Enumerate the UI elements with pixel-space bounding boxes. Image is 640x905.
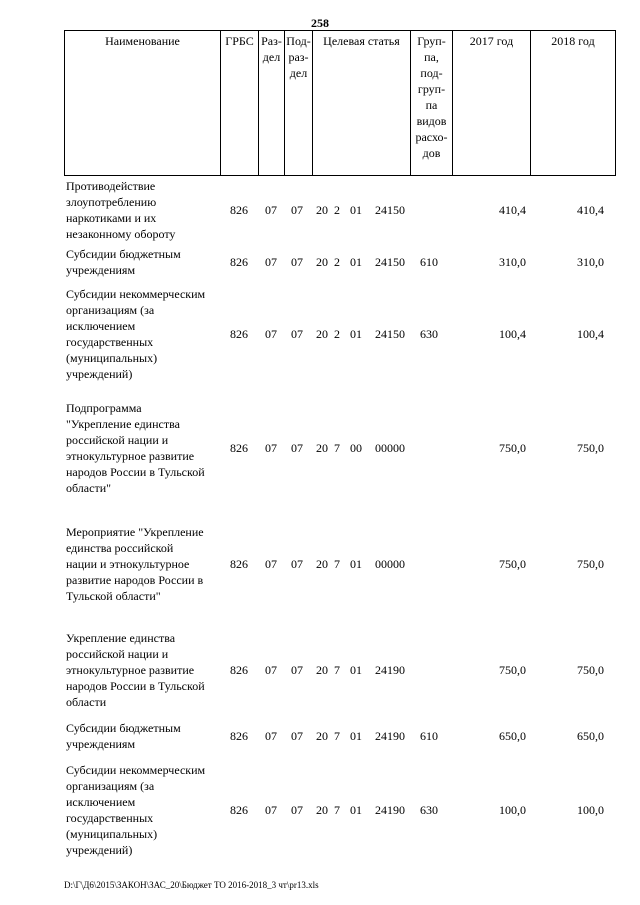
row-amount-2018: 100,0 [577,803,604,817]
row-target-event: 01 [350,327,362,341]
row-target-event: 01 [350,255,362,269]
row-razdel: 07 [265,663,277,677]
row-expense-group: 610 [420,255,438,269]
row-grbs: 826 [230,203,248,217]
row-podrazdel: 07 [291,663,303,677]
row-target-subprogram: 2 [334,203,340,217]
row-name: Подпрограмма "Укрепление единства российской нации и этнокультурное развитие народов России в Тульской области" [66,401,205,495]
row-grbs: 826 [230,441,248,455]
table-row [64,630,616,710]
row-razdel: 07 [265,441,277,455]
row-grbs: 826 [230,327,248,341]
row-amount-2018: 310,0 [577,255,604,269]
row-podrazdel: 07 [291,557,303,571]
row-podrazdel: 07 [291,327,303,341]
row-target-event: 01 [350,663,362,677]
row-amount-2018: 100,4 [577,327,604,341]
row-razdel: 07 [265,203,277,217]
table-row [64,400,616,496]
row-target-code: 24190 [375,729,405,743]
row-target-code: 24150 [375,255,405,269]
row-amount-2017: 410,4 [499,203,526,217]
table-row [64,524,616,604]
row-target-program: 20 [316,803,328,817]
row-expense-group: 630 [420,327,438,341]
row-name: Субсидии некоммерческим организациям (за исключением государственных (муниципальных) учреждений) [66,763,206,857]
row-name: Противодействие злоупотреблению наркотиками и их незаконному обороту [66,179,176,241]
row-razdel: 07 [265,557,277,571]
row-target-code: 00000 [375,441,405,455]
row-target-subprogram: 7 [334,557,340,571]
row-grbs: 826 [230,729,248,743]
table-row [64,286,616,382]
row-amount-2018: 750,0 [577,663,604,677]
row-target-program: 20 [316,729,328,743]
header-target-article: Целевая статья [313,31,411,175]
row-target-event: 01 [350,803,362,817]
row-podrazdel: 07 [291,803,303,817]
row-target-program: 20 [316,557,328,571]
row-target-subprogram: 7 [334,441,340,455]
row-grbs: 826 [230,803,248,817]
row-amount-2017: 310,0 [499,255,526,269]
row-expense-group: 630 [420,803,438,817]
header-grbs: ГРБС [221,31,259,175]
row-target-subprogram: 7 [334,663,340,677]
row-amount-2017: 750,0 [499,557,526,571]
row-name: Укрепление единства российской нации и этнокультурное развитие народов России в Тульской области [66,631,205,709]
row-name: Субсидии бюджетным учреждениям [66,721,181,751]
row-amount-2018: 650,0 [577,729,604,743]
row-target-code: 00000 [375,557,405,571]
header-year-2018: 2018 год [551,34,595,48]
row-grbs: 826 [230,663,248,677]
row-amount-2017: 100,4 [499,327,526,341]
row-target-subprogram: 2 [334,327,340,341]
table-header [64,30,616,176]
table-row [64,762,616,858]
row-razdel: 07 [265,327,277,341]
row-podrazdel: 07 [291,203,303,217]
row-target-event: 01 [350,203,362,217]
row-amount-2018: 410,4 [577,203,604,217]
row-target-program: 20 [316,203,328,217]
row-name: Субсидии бюджетным учреждениям [66,247,181,277]
row-amount-2017: 750,0 [499,441,526,455]
row-target-event: 01 [350,729,362,743]
row-target-subprogram: 2 [334,255,340,269]
page-number: 258 [311,16,329,30]
row-target-code: 24190 [375,663,405,677]
row-podrazdel: 07 [291,255,303,269]
row-amount-2017: 650,0 [499,729,526,743]
row-razdel: 07 [265,803,277,817]
row-amount-2018: 750,0 [577,441,604,455]
row-target-subprogram: 7 [334,803,340,817]
table-row [64,178,616,242]
row-target-program: 20 [316,441,328,455]
file-path-footer: D:\Г\Д6\2015\ЗАКОН\ЗАС_20\Бюджет ТО 2016-2018_3 чт\pr13.xls [64,880,319,890]
row-target-event: 01 [350,557,362,571]
row-razdel: 07 [265,729,277,743]
row-podrazdel: 07 [291,441,303,455]
row-target-event: 00 [350,441,362,455]
row-name: Мероприятие "Укрепление единства российской нации и этнокультурное развитие народов России в Тульской области" [66,525,204,603]
row-target-program: 20 [316,255,328,269]
row-target-subprogram: 7 [334,729,340,743]
header-podrazdel: Под- раз- дел [285,31,313,175]
header-razdel: Раз- дел [259,31,285,175]
row-name: Субсидии некоммерческим организациям (за исключением государственных (муниципальных) учреждений) [66,287,206,381]
header-name: Наименование [65,31,221,175]
row-amount-2017: 750,0 [499,663,526,677]
row-expense-group: 610 [420,729,438,743]
row-target-program: 20 [316,663,328,677]
row-grbs: 826 [230,255,248,269]
row-razdel: 07 [265,255,277,269]
row-target-code: 24150 [375,327,405,341]
header-year-2017: 2017 год [453,31,531,175]
row-amount-2017: 100,0 [499,803,526,817]
table-row [64,720,616,752]
row-target-code: 24150 [375,203,405,217]
row-grbs: 826 [230,557,248,571]
row-amount-2018: 750,0 [577,557,604,571]
row-podrazdel: 07 [291,729,303,743]
header-expense-group: Груп- па, под- груп- па видов расхо- дов [411,31,453,175]
row-target-program: 20 [316,327,328,341]
row-target-code: 24190 [375,803,405,817]
table-row [64,246,616,278]
